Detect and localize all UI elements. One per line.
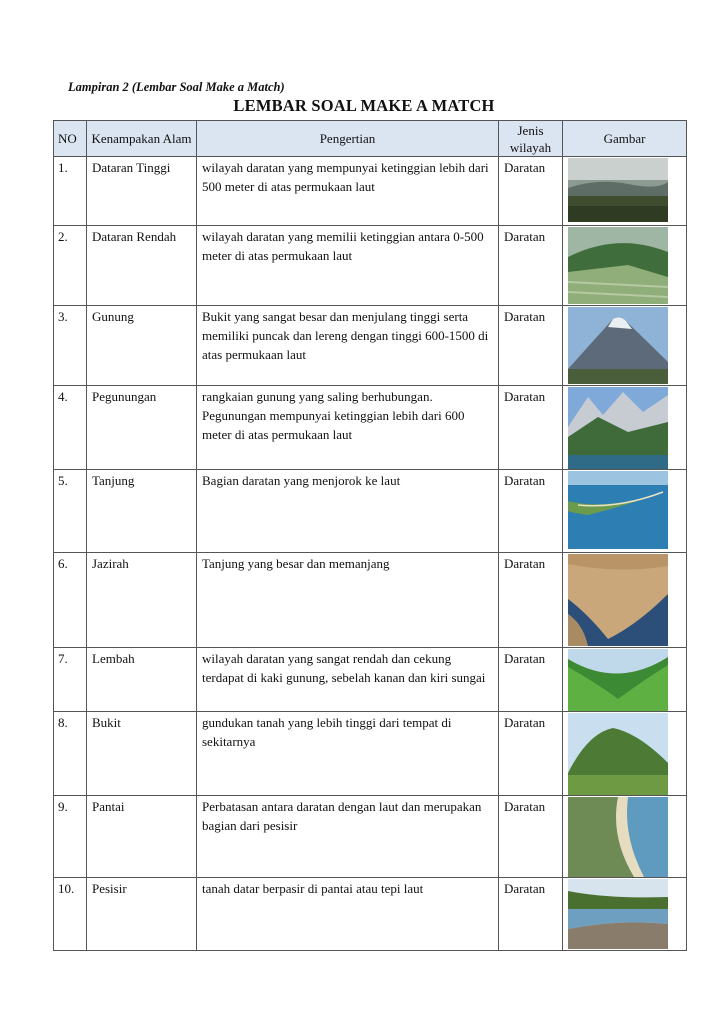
beach-photo bbox=[568, 797, 668, 877]
table-row bbox=[54, 878, 687, 951]
table-row bbox=[54, 386, 687, 470]
cape-photo bbox=[568, 471, 668, 549]
region-type: Daratan bbox=[499, 796, 563, 878]
table-row bbox=[54, 470, 687, 553]
hill-photo bbox=[568, 713, 668, 795]
landform-name: Tanjung bbox=[87, 470, 197, 553]
region-type: Daratan bbox=[499, 553, 563, 648]
landform-definition: Perbatasan antara daratan dengan laut dan merupakan bagian dari pesisir bbox=[197, 796, 499, 878]
header-gambar: Gambar bbox=[563, 121, 687, 157]
row-number: 3. bbox=[54, 306, 87, 386]
landform-definition: wilayah daratan yang memilii ketinggian antara 0-500 meter di atas permukaan laut bbox=[197, 226, 499, 306]
landform-name: Dataran Tinggi bbox=[87, 157, 197, 226]
table-row bbox=[54, 157, 687, 226]
table-header-row bbox=[54, 121, 687, 157]
plateau-photo bbox=[568, 158, 668, 222]
landform-name: Dataran Rendah bbox=[87, 226, 197, 306]
table-row bbox=[54, 796, 687, 878]
landform-name: Gunung bbox=[87, 306, 197, 386]
header-jenis: Jenis wilayah bbox=[499, 121, 563, 157]
row-number: 1. bbox=[54, 157, 87, 226]
header-kenampakan: Kenampakan Alam bbox=[87, 121, 197, 157]
image-cell bbox=[563, 878, 687, 951]
landform-name: Pesisir bbox=[87, 878, 197, 951]
valley-photo bbox=[568, 649, 668, 711]
table-row bbox=[54, 712, 687, 796]
landform-definition: Bagian daratan yang menjorok ke laut bbox=[197, 470, 499, 553]
region-type: Daratan bbox=[499, 157, 563, 226]
coast-photo bbox=[568, 879, 668, 949]
table-row bbox=[54, 226, 687, 306]
row-number: 6. bbox=[54, 553, 87, 648]
image-cell bbox=[563, 470, 687, 553]
landform-definition: Bukit yang sangat besar dan menjulang tinggi serta memiliki puncak dan lereng dengan tinggi 600-1500 di atas permukaan laut bbox=[197, 306, 499, 386]
attachment-caption: Lampiran 2 (Lembar Soal Make a Match) bbox=[68, 80, 285, 94]
row-number: 9. bbox=[54, 796, 87, 878]
row-number: 2. bbox=[54, 226, 87, 306]
landform-definition: wilayah daratan yang mempunyai ketinggian lebih dari 500 meter di atas permukaan laut bbox=[197, 157, 499, 226]
peninsula-photo bbox=[568, 554, 668, 646]
region-type: Daratan bbox=[499, 470, 563, 553]
header-pengertian: Pengertian bbox=[197, 121, 499, 157]
landform-name: Lembah bbox=[87, 648, 197, 712]
image-cell bbox=[563, 306, 687, 386]
image-cell bbox=[563, 796, 687, 878]
row-number: 4. bbox=[54, 386, 87, 470]
region-type: Daratan bbox=[499, 386, 563, 470]
row-number: 8. bbox=[54, 712, 87, 796]
region-type: Daratan bbox=[499, 306, 563, 386]
lowland-photo bbox=[568, 227, 668, 304]
landform-name: Pantai bbox=[87, 796, 197, 878]
region-type: Daratan bbox=[499, 712, 563, 796]
header-no: NO bbox=[54, 121, 87, 157]
table-row bbox=[54, 648, 687, 712]
row-number: 5. bbox=[54, 470, 87, 553]
landform-definition: Tanjung yang besar dan memanjang bbox=[197, 553, 499, 648]
table-row bbox=[54, 553, 687, 648]
landform-name: Pegunungan bbox=[87, 386, 197, 470]
row-number: 10. bbox=[54, 878, 87, 951]
mountain-range-photo bbox=[568, 387, 668, 469]
image-cell bbox=[563, 226, 687, 306]
page-title: LEMBAR SOAL MAKE A MATCH bbox=[233, 96, 495, 115]
image-cell bbox=[563, 157, 687, 226]
landform-definition: tanah datar berpasir di pantai atau tepi laut bbox=[197, 878, 499, 951]
make-a-match-table bbox=[53, 120, 687, 951]
image-cell bbox=[563, 712, 687, 796]
landform-definition: rangkaian gunung yang saling berhubungan. Pegunungan mempunyai ketinggian lebih dari 600 meter di atas permukaan laut bbox=[197, 386, 499, 470]
region-type: Daratan bbox=[499, 878, 563, 951]
landform-name: Bukit bbox=[87, 712, 197, 796]
image-cell bbox=[563, 386, 687, 470]
mountain-photo bbox=[568, 307, 668, 384]
image-cell bbox=[563, 553, 687, 648]
row-number: 7. bbox=[54, 648, 87, 712]
landform-name: Jazirah bbox=[87, 553, 197, 648]
region-type: Daratan bbox=[499, 648, 563, 712]
region-type: Daratan bbox=[499, 226, 563, 306]
table-row bbox=[54, 306, 687, 386]
landform-definition: gundukan tanah yang lebih tinggi dari tempat di sekitarnya bbox=[197, 712, 499, 796]
image-cell bbox=[563, 648, 687, 712]
landform-definition: wilayah daratan yang sangat rendah dan cekung terdapat di kaki gunung, sebelah kanan dan kiri sungai bbox=[197, 648, 499, 712]
